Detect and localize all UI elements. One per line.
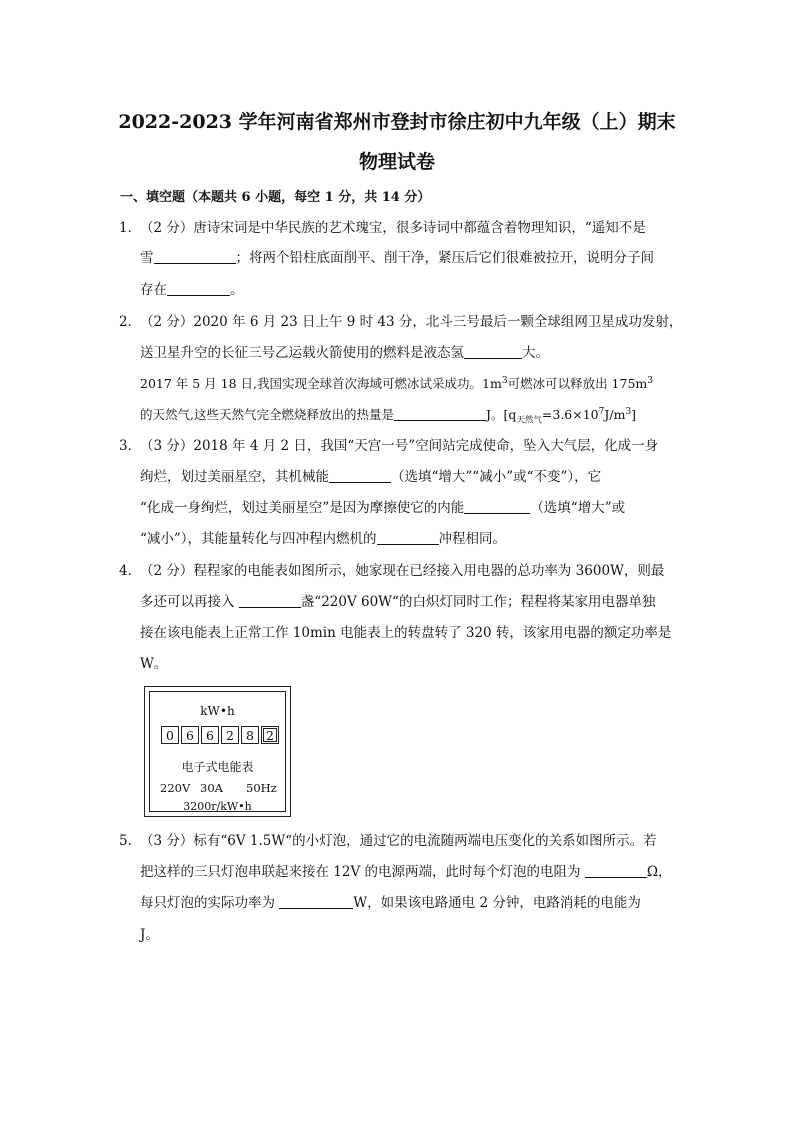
q4-answer-blank-1[interactable] (239, 593, 301, 608)
meter-digit: 8 (241, 726, 259, 744)
q4-line2-text-a: 多还可以再接入 (140, 594, 239, 610)
q2-answer-blank-1[interactable] (464, 344, 522, 359)
meter-rate: 3200r/kW•h (183, 800, 252, 813)
q3-line4-text-a: “减小”），其能量转化与四冲程内燃机的 (140, 531, 377, 547)
q3-line3 (140, 499, 625, 517)
q2-line3-text-a: 2017 年 5 月 18 日,我国实现全球首次海域可燃冰试采成功。1m (140, 376, 502, 391)
meter-digit: 0 (161, 726, 179, 744)
q2-line4-text-e: ] (631, 407, 637, 422)
meter-digit: 2 (221, 726, 239, 744)
question-number-4: 4． (119, 563, 142, 579)
q2-line4 (140, 406, 636, 430)
q2-answer-blank-2[interactable] (394, 406, 486, 421)
q3-line3-text-b: （选填“增大”或 (530, 500, 626, 516)
q1-line2-text-a: 雪 (140, 250, 154, 266)
meter-digit: 6 (181, 726, 199, 744)
q4-line1: （2 分）程程家的电能表如图所示，她家现在已经接入用电器的总功率为 3600W，则最 (140, 563, 665, 579)
meter-digit-display (161, 726, 281, 744)
meter-digit: 6 (201, 726, 219, 744)
q1-line3-text-a: 存在 (140, 282, 167, 298)
question-number-1: 1． (119, 220, 142, 236)
q3-line4-text-b: 冲程相同。 (438, 531, 507, 547)
exam-title-line2: 物理试卷 (358, 151, 435, 173)
q3-answer-blank-1[interactable] (329, 468, 391, 483)
q2-line4-text-a: 的天然气,这些天然气完全燃烧释放出的热量是 (140, 407, 394, 422)
q2-line2-text-b: 大。 (522, 345, 549, 361)
q5-line2-text-b: Ω， (646, 864, 672, 880)
q2-line4-text-d: J/m (604, 407, 626, 422)
q3-line1: （3 分）2018 年 4 月 2 日，我国“天宫一号”空间站完成使命，坠入大气层，化成一身 (140, 438, 659, 454)
q2-line2 (140, 344, 549, 362)
meter-unit-label: kW•h (200, 704, 235, 718)
q4-line4: W。 (140, 656, 168, 672)
q2-line3-sup-2: 3 (647, 375, 653, 386)
q1-line1: （2 分）唐诗宋词是中华民族的艺术瑰宝，很多诗词中都蕴含着物理知识，“遥知不是 (140, 220, 646, 236)
q2-line3-sup-1: 3 (501, 375, 508, 386)
q5-line4: J。 (140, 927, 159, 943)
q5-line1: （3 分）标有“6V 1.5W“的小灯泡，通过它的电流随两端电压变化的关系如图所示。若 (140, 833, 657, 849)
q3-line2 (140, 468, 601, 486)
q3-answer-blank-3[interactable] (377, 530, 439, 545)
q2-line3-text-b: 可燃冰可以释放出 175m (507, 376, 648, 391)
q2-line4-sup-2: 3 (625, 406, 632, 417)
q4-line2 (140, 593, 655, 611)
q2-line1: （2 分）2020 年 6 月 23 日上午 9 时 43 分，北斗三号最后一颗全球组网卫星成功发射， (140, 314, 683, 330)
q4-line3: 接在该电能表上正常工作 10min 电能表上的转盘转了 320 转，该家用电器的额定功率是 (140, 625, 672, 641)
q5-line2-text-a: 把这样的三只灯泡串联起来接在 12V 的电源两端，此时每个灯泡的电阻为 (140, 864, 585, 880)
q3-line2-text-b: （选填“增大”“减小”或“不变”），它 (391, 469, 602, 485)
exam-title-line1: 2022-2023 学年河南省郑州市登封市徐庄初中九年级（上）期末 (118, 111, 676, 133)
q1-line2-text-b: ；将两个铅柱底面削平、削干净，紧压后它们很难被拉开，说明分子间 (235, 250, 654, 266)
q2-line4-text-b: J。[q (485, 407, 517, 422)
q5-line3 (140, 894, 641, 912)
q3-line3-text-a: “化成一身绚烂，划过美丽星空”是因为摩擦使它的内能 (140, 500, 465, 516)
q2-line4-sup: 7 (598, 406, 605, 417)
q1-line3-text-b: 。 (230, 282, 244, 298)
q5-line2 (140, 863, 672, 881)
q3-line4 (140, 530, 506, 548)
q1-line2 (140, 249, 654, 267)
q5-answer-blank-2[interactable] (279, 894, 353, 909)
q1-line3 (140, 281, 244, 299)
q3-answer-blank-2[interactable] (464, 499, 530, 514)
electric-meter-panel (149, 691, 286, 812)
meter-current: 30A (200, 781, 223, 795)
q5-answer-blank-1[interactable] (585, 863, 647, 878)
q5-line3-text-a: 每只灯泡的实际功率为 (140, 895, 280, 911)
meter-digit-decimal: 2 (261, 726, 279, 744)
question-number-5: 5． (119, 833, 142, 849)
q2-line2-text-a: 送卫星升空的长征三号乙运载火箭使用的燃料是液态氢 (140, 345, 464, 361)
q2-line3 (140, 375, 653, 393)
q3-line2-text-a: 绚烂，划过美丽星空，其机械能 (140, 469, 329, 485)
q2-line4-text-c: =3.6×10 (541, 407, 599, 422)
electric-meter-figure (144, 686, 291, 817)
q1-answer-blank-2[interactable] (167, 281, 230, 296)
question-number-3: 3． (119, 438, 142, 454)
meter-voltage: 220V (160, 781, 191, 795)
meter-name-label: 电子式电能表 (181, 760, 254, 774)
section-heading-fill-blank: 一、填空题（本题共 6 小题，每空 1 分，共 14 分） (120, 190, 431, 205)
meter-frequency: 50Hz (246, 781, 277, 795)
q4-line2-text-b: 盏“220V 60W“的白炽灯同时工作；程程将某家用电器单独 (300, 594, 656, 610)
question-number-2: 2． (119, 314, 142, 330)
q2-line4-sub: 天然气 (516, 415, 542, 426)
q1-answer-blank-1[interactable] (154, 249, 236, 264)
q5-line3-text-b: W，如果该电路通电 2 分钟，电路消耗的电能为 (353, 895, 641, 911)
